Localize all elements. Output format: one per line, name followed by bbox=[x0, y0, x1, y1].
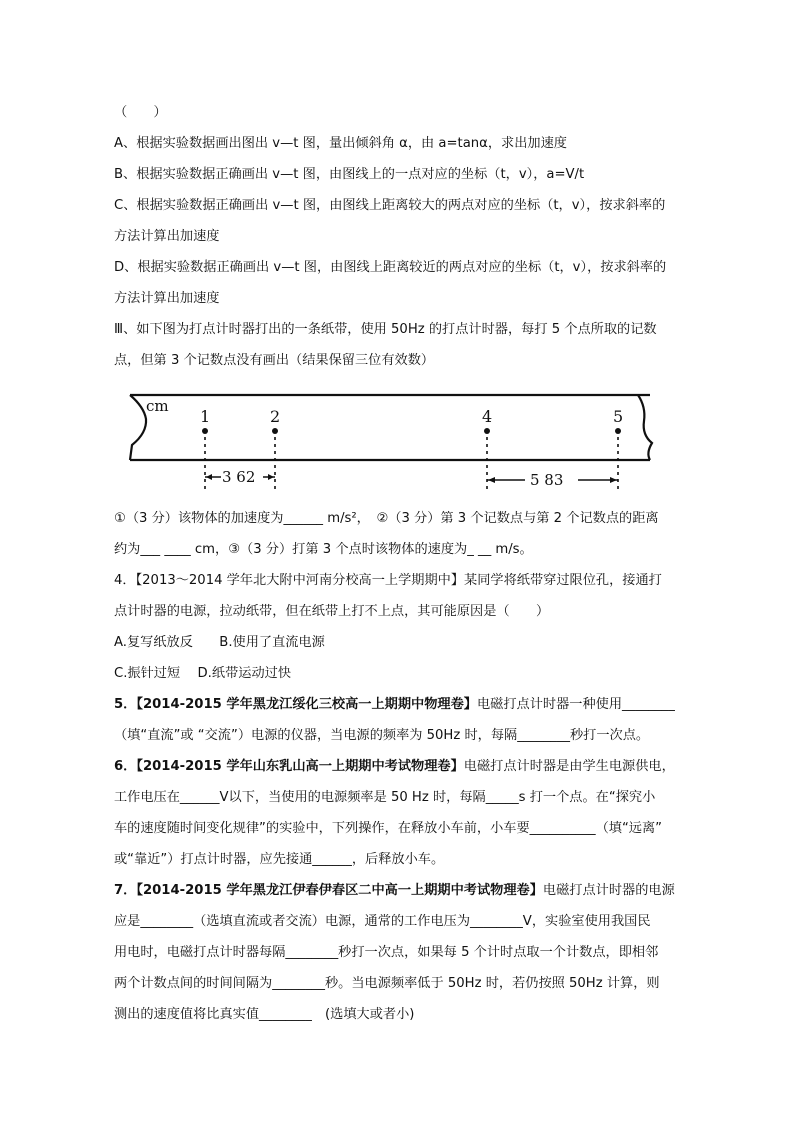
question-4-source: 4．【2013～2014 学年北大附中河南分校高一上学期期中】 bbox=[114, 573, 465, 588]
count-point-label-2: 2 bbox=[270, 407, 281, 426]
distance-1-2-label: 3 62 bbox=[222, 468, 256, 486]
part-iii-text: Ⅲ、如下图为打点计时器打出的一条纸带，使用 50Hz 的打点计时器，每打 5 个点所取的记数 bbox=[114, 322, 657, 337]
question-7-stem-cont-3: 两个计数点间的时间间隔为________秒。当电源频率低于 50Hz 时，若仍按照 50Hz 计算，则 bbox=[114, 976, 660, 991]
tape-edges bbox=[130, 395, 650, 460]
question-4-options-ab: A.复写纸放反 B.使用了直流电源 bbox=[114, 635, 325, 650]
question-7-source: 7．【2014-2015 学年黑龙江伊春伊春区二中高一上期期中考试物理卷】 bbox=[114, 883, 543, 898]
question-4-stem bbox=[114, 571, 662, 591]
option-a: A、根据实验数据画出图出 v—t 图，量出倾斜角 α，由 a=tanα，求出加速度 bbox=[114, 136, 567, 151]
option-c-cont: 方法计算出加速度 bbox=[114, 229, 220, 244]
question-6-stem bbox=[114, 757, 675, 777]
question-5-source: 5．【2014-2015 学年黑龙江绥化三校高一上期期中物理卷】 bbox=[114, 697, 477, 712]
question-7-stem bbox=[114, 881, 675, 901]
option-c: C、根据实验数据正确画出 v—t 图，由图线上距离较大的两点对应的坐标（t，v），按求斜率的 bbox=[114, 198, 666, 213]
tape-unit-label: cm bbox=[146, 397, 169, 415]
question-6-text: 电磁打点计时器是由学生电源供电， bbox=[463, 759, 675, 774]
paper-tape-figure bbox=[120, 385, 660, 497]
question-7-stem-cont-1: 应是________（选填直流或者交流）电源，通常的工作电压为________V，实验室使用我国民 bbox=[114, 914, 651, 929]
question-6-stem-cont-2: 车的速度随时间变化规律”的实验中，下列操作，在释放小车前，小车要__________（填“远离” bbox=[114, 821, 662, 836]
count-point-1 bbox=[202, 428, 208, 434]
count-point-5 bbox=[615, 428, 621, 434]
question-4-options-cd: C.振针过短 D.纸带运动过快 bbox=[114, 666, 291, 681]
count-point-label-5: 5 bbox=[613, 407, 624, 426]
question-5-text: 电磁打点计时器一种使用________ bbox=[476, 697, 675, 712]
question-6-stem-cont-1: 工作电压在______V以下，当使用的电源频率是 50 Hz 时，每隔_____s 打一个点。在“探究小 bbox=[114, 790, 656, 805]
option-b: B、根据实验数据正确画出 v—t 图，由图线上的一点对应的坐标（t，v），a=V/t bbox=[114, 167, 585, 182]
part-iii-text-cont: 点，但第 3 个记数点没有画出（结果保留三位有效数） bbox=[114, 353, 435, 368]
tape-right-tear bbox=[638, 395, 652, 460]
count-point-4 bbox=[484, 428, 490, 434]
tape-left-tear bbox=[130, 395, 146, 460]
count-point-label-1: 1 bbox=[200, 407, 211, 426]
question-7-text: 电磁打点计时器的电源 bbox=[542, 883, 675, 898]
question-6-stem-cont-3: 或“靠近”）打点计时器，应先接通______，后释放小车。 bbox=[114, 852, 445, 867]
option-d: D、根据实验数据正确画出 v—t 图，由图线上距离较近的两点对应的坐标（t，v），按求斜率的 bbox=[114, 260, 667, 275]
question-5-stem bbox=[114, 695, 675, 715]
question-7-stem-cont-2: 用电时，电磁打点计时器每隔________秒打一次点，如果每 5 个计时点取一个计数点，即相邻 bbox=[114, 945, 659, 960]
question-4-stem-cont: 点计时器的电源，拉动纸带，但在纸带上打不上点，其可能原因是（ ） bbox=[114, 604, 550, 619]
part-iii-question-2-3: 约为___ ____ cm，③（3 分）打第 3 个点时该物体的速度为_ __ m/s。 bbox=[114, 542, 533, 557]
question-6-source: 6．【2014-2015 学年山东乳山高一上期期中考试物理卷】 bbox=[114, 759, 464, 774]
count-point-label-4: 4 bbox=[482, 407, 493, 426]
count-point-2 bbox=[272, 428, 278, 434]
distance-4-5-label: 5 83 bbox=[530, 471, 564, 489]
answer-bracket: （ ） bbox=[114, 105, 167, 120]
question-4-text: 某同学将纸带穿过限位孔，接通打 bbox=[464, 573, 662, 588]
part-iii-question-1-2: ①（3 分）该物体的加速度为______ m/s²， ②（3 分）第 3 个记数点与第 2 个记数点的距离 bbox=[114, 511, 659, 526]
option-d-cont: 方法计算出加速度 bbox=[114, 291, 220, 306]
question-5-stem-cont: （填“直流”或 “交流”）电源的仪器，当电源的频率为 50Hz 时，每隔________秒打一次点。 bbox=[114, 728, 650, 743]
question-7-stem-cont-4: 测出的速度值将比真实值________ (选填大或者小) bbox=[114, 1007, 415, 1022]
